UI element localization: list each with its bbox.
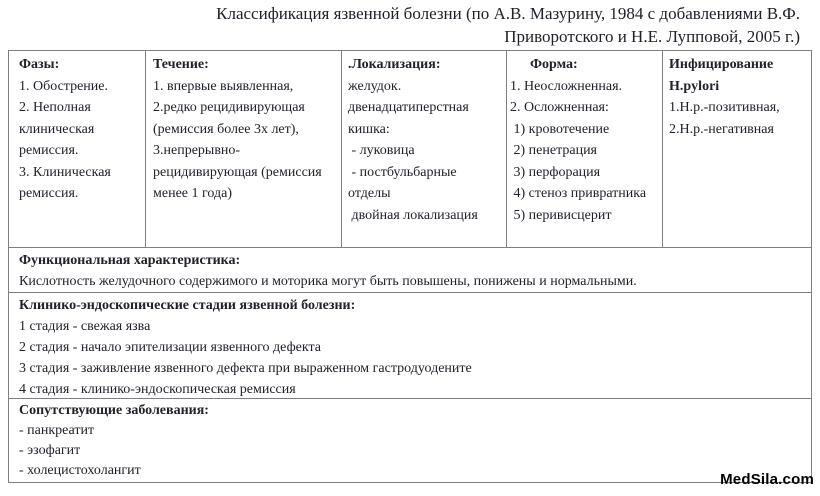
column-phases-items bbox=[19, 76, 141, 205]
text-line: - постбульбарные отделы bbox=[348, 164, 461, 201]
text-line: - луковица bbox=[348, 143, 415, 158]
watermark-medsila: MedSila.com bbox=[720, 471, 814, 488]
table-columns-row bbox=[9, 51, 811, 247]
text-line: 2) пенетрация bbox=[510, 143, 598, 158]
text-line: 4 стадия - клинико-эндоскопическая ремиссия bbox=[19, 382, 296, 397]
document-title bbox=[8, 2, 812, 48]
text-line: 5) перивисцерит bbox=[510, 207, 612, 223]
column-hpylori-items bbox=[669, 97, 807, 140]
text-line: - панкреатит bbox=[19, 423, 95, 438]
row-endoscopic-items bbox=[19, 316, 803, 398]
text-line: 2.Н.р.-негативная bbox=[669, 121, 774, 137]
text-line: 1. впервые выявленная, bbox=[153, 78, 294, 94]
column-localization bbox=[342, 51, 507, 247]
text-line: 3 стадия - заживление язвенного дефекта при выраженном гастродуодените bbox=[19, 361, 472, 376]
column-form bbox=[507, 51, 663, 247]
text-line: 3. Клиническая ремиссия. bbox=[19, 164, 115, 201]
column-course-items bbox=[153, 76, 337, 205]
text-line: 2.редко рецидивирующая (ремиссия более 3х лет), bbox=[153, 100, 309, 137]
row-endoscopic-header: Клинико-эндоскопические стадии язвенной болезни: bbox=[19, 298, 356, 313]
text-line: 1.Н.р.-позитивная, bbox=[669, 100, 780, 115]
text-line: 4) стеноз привратника bbox=[510, 186, 647, 201]
text-line: 3) перфорация bbox=[510, 164, 601, 180]
text-line: 1 стадия - свежая язва bbox=[19, 319, 151, 334]
column-form-header: Форма: bbox=[530, 57, 578, 72]
title-line-2: Приворотского и Н.Е. Лупповой, 2005 г.) bbox=[504, 27, 800, 46]
row-concomitant-header: Сопутствующие заболевания: bbox=[19, 403, 209, 418]
column-localization-items bbox=[348, 76, 502, 227]
text-line: - холецистохолангит bbox=[19, 463, 141, 478]
text-line: желудок. bbox=[348, 78, 402, 94]
text-line: двойная локализация bbox=[348, 207, 478, 223]
row-functional-characteristic bbox=[9, 247, 811, 292]
text-line: - эзофагит bbox=[19, 443, 81, 458]
text-line: 2. Осложненная: bbox=[510, 100, 609, 115]
column-hpylori-header: Инфицирование H.pylori bbox=[669, 57, 777, 94]
title-line-1: Классификация язвенной болезни (по А.В. Мазурину, 1984 с добавлениями В.Ф. bbox=[216, 4, 800, 23]
text-line: Кислотность желудочного содержимого и моторика могут быть повышены, понижены и нормальными. bbox=[19, 274, 637, 289]
text-line: 2. Неполная клиническая ремиссия. bbox=[19, 100, 98, 158]
column-localization-header: .Локализация: bbox=[348, 57, 441, 72]
classification-table bbox=[8, 50, 812, 483]
row-functional-header: Функциональная характеристика: bbox=[19, 253, 241, 268]
text-line: 1) кровотечение bbox=[510, 121, 610, 137]
row-concomitant-items bbox=[19, 421, 803, 481]
row-concomitant-diseases bbox=[9, 398, 811, 482]
text-line: 3.непрерывно-рецидивирующая (ремиссия менее 1 года) bbox=[153, 143, 326, 201]
column-form-items bbox=[510, 76, 658, 227]
column-phases bbox=[9, 51, 146, 247]
text-line: двенадцатиперстная кишка: bbox=[348, 100, 473, 137]
text-line: 1. Неосложненная. bbox=[510, 78, 623, 94]
column-course bbox=[146, 51, 342, 247]
column-phases-header: Фазы: bbox=[19, 57, 60, 72]
column-hpylori bbox=[663, 51, 811, 247]
text-line: 2 стадия - начало эпителизации язвенного дефекта bbox=[19, 340, 321, 355]
text-line: 1. Обострение. bbox=[19, 78, 108, 94]
row-endoscopic-stages bbox=[9, 292, 811, 398]
column-course-header: Течение: bbox=[153, 57, 209, 72]
row-functional-items bbox=[19, 271, 803, 292]
